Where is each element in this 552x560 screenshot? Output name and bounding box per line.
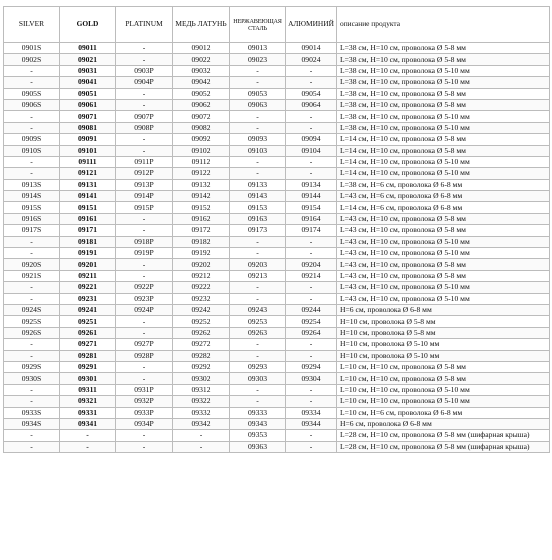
table-row — [4, 236, 550, 247]
table-row — [4, 54, 550, 65]
copper-code-cell: 09092 — [173, 134, 230, 145]
header-description: описание продукта — [337, 7, 550, 43]
description-cell: L=10 см, H=10 см, проволока Ø 5-10 мм — [337, 396, 550, 407]
platinum-code-cell: 0915P — [116, 202, 173, 213]
platinum-code-cell: 0923P — [116, 293, 173, 304]
copper-code-cell: 09322 — [173, 396, 230, 407]
silver-code-cell: - — [4, 65, 60, 76]
aluminium-code-cell: 09344 — [286, 418, 337, 429]
silver-code-cell: - — [4, 384, 60, 395]
aluminium-code-cell: - — [286, 156, 337, 167]
copper-code-cell: 09272 — [173, 339, 230, 350]
gold-code-cell: 09241 — [60, 304, 116, 315]
header-aluminium: АЛЮМИНИЙ — [286, 7, 337, 43]
copper-code-cell: 09132 — [173, 179, 230, 190]
description-cell: L=38 см, H=10 см, проволока Ø 5-10 мм — [337, 111, 550, 122]
table-row — [4, 418, 550, 429]
aluminium-code-cell: - — [286, 122, 337, 133]
aluminium-code-cell: 09334 — [286, 407, 337, 418]
steel-code-cell: - — [230, 168, 286, 179]
copper-code-cell: 09022 — [173, 54, 230, 65]
silver-code-cell: - — [4, 236, 60, 247]
copper-code-cell: 09072 — [173, 111, 230, 122]
silver-code-cell: 0915S — [4, 202, 60, 213]
platinum-code-cell: - — [116, 373, 173, 384]
steel-code-cell: - — [230, 293, 286, 304]
description-cell: L=10 см, H=6 см, проволока Ø 6-8 мм — [337, 407, 550, 418]
aluminium-code-cell: - — [286, 339, 337, 350]
silver-code-cell: 0926S — [4, 327, 60, 338]
steel-code-cell: 09243 — [230, 304, 286, 315]
gold-code-cell: 09051 — [60, 88, 116, 99]
description-cell: L=10 см, H=10 см, проволока Ø 5-8 мм — [337, 361, 550, 372]
silver-code-cell: - — [4, 339, 60, 350]
table-row — [4, 213, 550, 224]
aluminium-code-cell: 09064 — [286, 99, 337, 110]
copper-code-cell: 09302 — [173, 373, 230, 384]
steel-code-cell: 09103 — [230, 145, 286, 156]
silver-code-cell: - — [4, 282, 60, 293]
aluminium-code-cell: 09154 — [286, 202, 337, 213]
description-cell: L=38 см, H=10 см, проволока Ø 5-10 мм — [337, 122, 550, 133]
gold-code-cell: 09141 — [60, 191, 116, 202]
copper-code-cell: 09242 — [173, 304, 230, 315]
table-row — [4, 191, 550, 202]
copper-code-cell: 09052 — [173, 88, 230, 99]
silver-code-cell: - — [4, 293, 60, 304]
aluminium-code-cell: - — [286, 430, 337, 441]
header-row — [4, 7, 550, 43]
silver-code-cell: 0933S — [4, 407, 60, 418]
gold-code-cell: 09331 — [60, 407, 116, 418]
steel-code-cell: - — [230, 156, 286, 167]
platinum-code-cell: 0934P — [116, 418, 173, 429]
platinum-code-cell: - — [116, 54, 173, 65]
table-row — [4, 202, 550, 213]
description-cell: L=43 см, H=10 см, проволока Ø 5-10 мм — [337, 293, 550, 304]
description-cell: L=38 см, H=10 см, проволока Ø 5-8 мм — [337, 54, 550, 65]
copper-code-cell: 09342 — [173, 418, 230, 429]
gold-code-cell: 09101 — [60, 145, 116, 156]
table-row — [4, 282, 550, 293]
table-row — [4, 43, 550, 54]
table-row — [4, 373, 550, 384]
steel-code-cell: - — [230, 122, 286, 133]
platinum-code-cell: 0914P — [116, 191, 173, 202]
table-row — [4, 99, 550, 110]
table-row — [4, 145, 550, 156]
copper-code-cell: 09252 — [173, 316, 230, 327]
table-row — [4, 134, 550, 145]
copper-code-cell: 09182 — [173, 236, 230, 247]
product-code-table — [3, 6, 550, 453]
aluminium-code-cell: - — [286, 236, 337, 247]
steel-code-cell: - — [230, 384, 286, 395]
steel-code-cell: 09173 — [230, 225, 286, 236]
gold-code-cell: 09281 — [60, 350, 116, 361]
steel-code-cell: 09153 — [230, 202, 286, 213]
platinum-code-cell: - — [116, 441, 173, 452]
gold-code-cell: 09231 — [60, 293, 116, 304]
table-row — [4, 179, 550, 190]
description-cell: L=38 см, H=10 см, проволока Ø 5-10 мм — [337, 77, 550, 88]
table-row — [4, 259, 550, 270]
steel-code-cell: 09133 — [230, 179, 286, 190]
description-cell: L=38 см, H=6 см, проволока Ø 6-8 мм — [337, 179, 550, 190]
copper-code-cell: 09122 — [173, 168, 230, 179]
description-cell: L=14 см, H=10 см, проволока Ø 5-10 мм — [337, 168, 550, 179]
aluminium-code-cell: 09024 — [286, 54, 337, 65]
gold-code-cell: 09061 — [60, 99, 116, 110]
silver-code-cell: - — [4, 122, 60, 133]
description-cell: L=28 см, H=10 см, проволока Ø 5-8 мм (шифарная крыша) — [337, 441, 550, 452]
aluminium-code-cell: 09204 — [286, 259, 337, 270]
copper-code-cell: 09172 — [173, 225, 230, 236]
header-gold: GOLD — [60, 7, 116, 43]
copper-code-cell: 09062 — [173, 99, 230, 110]
description-cell: L=43 см, H=10 см, проволока Ø 5-8 мм — [337, 259, 550, 270]
platinum-code-cell: - — [116, 43, 173, 54]
steel-code-cell: 09213 — [230, 270, 286, 281]
aluminium-code-cell: 09094 — [286, 134, 337, 145]
platinum-code-cell: 0924P — [116, 304, 173, 315]
copper-code-cell: - — [173, 441, 230, 452]
silver-code-cell: 0906S — [4, 99, 60, 110]
description-cell: L=43 см, H=10 см, проволока Ø 5-8 мм — [337, 225, 550, 236]
platinum-code-cell: - — [116, 270, 173, 281]
steel-code-cell: - — [230, 236, 286, 247]
steel-code-cell: - — [230, 111, 286, 122]
description-cell: L=38 см, H=10 см, проволока Ø 5-8 мм — [337, 88, 550, 99]
description-cell: H=10 см, проволока Ø 5-8 мм — [337, 327, 550, 338]
steel-code-cell: 09353 — [230, 430, 286, 441]
platinum-code-cell: 0931P — [116, 384, 173, 395]
silver-code-cell: - — [4, 441, 60, 452]
silver-code-cell: - — [4, 248, 60, 259]
platinum-code-cell: - — [116, 316, 173, 327]
header-stainless-steel: НЕРЖАВЕЮЩАЯ СТАЛЬ — [230, 7, 286, 43]
gold-code-cell: 09021 — [60, 54, 116, 65]
gold-code-cell: 09131 — [60, 179, 116, 190]
steel-code-cell: 09093 — [230, 134, 286, 145]
table-body — [4, 43, 550, 453]
table-row — [4, 122, 550, 133]
copper-code-cell: 09032 — [173, 65, 230, 76]
steel-code-cell: 09023 — [230, 54, 286, 65]
steel-code-cell: 09263 — [230, 327, 286, 338]
steel-code-cell: 09203 — [230, 259, 286, 270]
platinum-code-cell: - — [116, 213, 173, 224]
header-platinum: PLATINUM — [116, 7, 173, 43]
aluminium-code-cell: 09174 — [286, 225, 337, 236]
header-copper-brass: МЕДЬ ЛАТУНЬ — [173, 7, 230, 43]
steel-code-cell: - — [230, 248, 286, 259]
steel-code-cell: 09143 — [230, 191, 286, 202]
table-row — [4, 248, 550, 259]
table-row — [4, 339, 550, 350]
platinum-code-cell: - — [116, 430, 173, 441]
table-row — [4, 65, 550, 76]
copper-code-cell: 09152 — [173, 202, 230, 213]
gold-code-cell: 09221 — [60, 282, 116, 293]
aluminium-code-cell: - — [286, 77, 337, 88]
table-row — [4, 350, 550, 361]
description-cell: H=10 см, проволока Ø 5-10 мм — [337, 339, 550, 350]
gold-code-cell: 09041 — [60, 77, 116, 88]
description-cell: L=43 см, H=6 см, проволока Ø 6-8 мм — [337, 191, 550, 202]
gold-code-cell: 09011 — [60, 43, 116, 54]
copper-code-cell: 09042 — [173, 77, 230, 88]
platinum-code-cell: - — [116, 99, 173, 110]
aluminium-code-cell: 09134 — [286, 179, 337, 190]
copper-code-cell: 09222 — [173, 282, 230, 293]
table-row — [4, 304, 550, 315]
description-cell: L=43 см, H=10 см, проволока Ø 5-10 мм — [337, 282, 550, 293]
silver-code-cell: - — [4, 168, 60, 179]
steel-code-cell: 09163 — [230, 213, 286, 224]
silver-code-cell: 0929S — [4, 361, 60, 372]
platinum-code-cell: 0928P — [116, 350, 173, 361]
steel-code-cell: - — [230, 77, 286, 88]
platinum-code-cell: 0912P — [116, 168, 173, 179]
aluminium-code-cell: 09214 — [286, 270, 337, 281]
copper-code-cell: 09192 — [173, 248, 230, 259]
description-cell: H=10 см, проволока Ø 5-8 мм — [337, 316, 550, 327]
description-cell: H=6 см, проволока Ø 6-8 мм — [337, 418, 550, 429]
steel-code-cell: - — [230, 282, 286, 293]
copper-code-cell: 09202 — [173, 259, 230, 270]
platinum-code-cell: 0907P — [116, 111, 173, 122]
table-row — [4, 430, 550, 441]
aluminium-code-cell: - — [286, 168, 337, 179]
gold-code-cell: 09151 — [60, 202, 116, 213]
description-cell: L=43 см, H=10 см, проволока Ø 5-10 мм — [337, 248, 550, 259]
platinum-code-cell: 0908P — [116, 122, 173, 133]
table-row — [4, 384, 550, 395]
gold-code-cell: 09341 — [60, 418, 116, 429]
table-row — [4, 77, 550, 88]
copper-code-cell: - — [173, 430, 230, 441]
copper-code-cell: 09312 — [173, 384, 230, 395]
steel-code-cell: 09063 — [230, 99, 286, 110]
silver-code-cell: 0909S — [4, 134, 60, 145]
platinum-code-cell: 0918P — [116, 236, 173, 247]
gold-code-cell: 09171 — [60, 225, 116, 236]
silver-code-cell: - — [4, 111, 60, 122]
steel-code-cell: 09333 — [230, 407, 286, 418]
steel-code-cell: - — [230, 350, 286, 361]
table-row — [4, 407, 550, 418]
gold-code-cell: 09291 — [60, 361, 116, 372]
table-row — [4, 327, 550, 338]
gold-code-cell: 09261 — [60, 327, 116, 338]
copper-code-cell: 09212 — [173, 270, 230, 281]
platinum-code-cell: 0919P — [116, 248, 173, 259]
gold-code-cell: - — [60, 430, 116, 441]
description-cell: L=38 см, H=10 см, проволока Ø 5-8 мм — [337, 43, 550, 54]
aluminium-code-cell: 09144 — [286, 191, 337, 202]
aluminium-code-cell: - — [286, 248, 337, 259]
aluminium-code-cell: - — [286, 111, 337, 122]
platinum-code-cell: 0922P — [116, 282, 173, 293]
platinum-code-cell: - — [116, 259, 173, 270]
gold-code-cell: 09161 — [60, 213, 116, 224]
platinum-code-cell: 0933P — [116, 407, 173, 418]
steel-code-cell: - — [230, 339, 286, 350]
description-cell: L=38 см, H=10 см, проволока Ø 5-8 мм — [337, 99, 550, 110]
copper-code-cell: 09232 — [173, 293, 230, 304]
gold-code-cell: 09211 — [60, 270, 116, 281]
steel-code-cell: 09293 — [230, 361, 286, 372]
aluminium-code-cell: - — [286, 384, 337, 395]
copper-code-cell: 09112 — [173, 156, 230, 167]
aluminium-code-cell: 09264 — [286, 327, 337, 338]
aluminium-code-cell: 09014 — [286, 43, 337, 54]
copper-code-cell: 09332 — [173, 407, 230, 418]
silver-code-cell: 0924S — [4, 304, 60, 315]
gold-code-cell: 09081 — [60, 122, 116, 133]
platinum-code-cell: 0904P — [116, 77, 173, 88]
silver-code-cell: - — [4, 77, 60, 88]
aluminium-code-cell: 09304 — [286, 373, 337, 384]
copper-code-cell: 09292 — [173, 361, 230, 372]
copper-code-cell: 09262 — [173, 327, 230, 338]
silver-code-cell: 0920S — [4, 259, 60, 270]
copper-code-cell: 09102 — [173, 145, 230, 156]
steel-code-cell: - — [230, 65, 286, 76]
gold-code-cell: 09121 — [60, 168, 116, 179]
header-silver: SILVER — [4, 7, 60, 43]
silver-code-cell: 0921S — [4, 270, 60, 281]
copper-code-cell: 09162 — [173, 213, 230, 224]
platinum-code-cell: - — [116, 145, 173, 156]
platinum-code-cell: - — [116, 361, 173, 372]
description-cell: L=14 см, H=6 см, проволока Ø 6-8 мм — [337, 202, 550, 213]
platinum-code-cell: - — [116, 327, 173, 338]
table-row — [4, 156, 550, 167]
silver-code-cell: 0930S — [4, 373, 60, 384]
platinum-code-cell: - — [116, 134, 173, 145]
silver-code-cell: 0917S — [4, 225, 60, 236]
aluminium-code-cell: - — [286, 282, 337, 293]
steel-code-cell: 09343 — [230, 418, 286, 429]
gold-code-cell: 09271 — [60, 339, 116, 350]
aluminium-code-cell: 09244 — [286, 304, 337, 315]
description-cell: L=43 см, H=10 см, проволока Ø 5-8 мм — [337, 270, 550, 281]
gold-code-cell: 09321 — [60, 396, 116, 407]
platinum-code-cell: 0932P — [116, 396, 173, 407]
table-row — [4, 168, 550, 179]
silver-code-cell: 0925S — [4, 316, 60, 327]
table-row — [4, 441, 550, 452]
silver-code-cell: 0916S — [4, 213, 60, 224]
silver-code-cell: 0914S — [4, 191, 60, 202]
aluminium-code-cell: 09294 — [286, 361, 337, 372]
description-cell: L=28 см, H=10 см, проволока Ø 5-8 мм (шифарная крыша) — [337, 430, 550, 441]
copper-code-cell: 09082 — [173, 122, 230, 133]
steel-code-cell: - — [230, 396, 286, 407]
silver-code-cell: - — [4, 350, 60, 361]
aluminium-code-cell: - — [286, 293, 337, 304]
platinum-code-cell: 0903P — [116, 65, 173, 76]
gold-code-cell: 09031 — [60, 65, 116, 76]
steel-code-cell: 09303 — [230, 373, 286, 384]
table-row — [4, 111, 550, 122]
platinum-code-cell: - — [116, 88, 173, 99]
silver-code-cell: - — [4, 396, 60, 407]
gold-code-cell: 09111 — [60, 156, 116, 167]
table-row — [4, 361, 550, 372]
copper-code-cell: 09012 — [173, 43, 230, 54]
platinum-code-cell: 0911P — [116, 156, 173, 167]
description-cell: L=14 см, H=10 см, проволока Ø 5-8 мм — [337, 134, 550, 145]
description-cell: H=6 см, проволока Ø 6-8 мм — [337, 304, 550, 315]
description-cell: L=43 см, H=10 см, проволока Ø 5-10 мм — [337, 236, 550, 247]
platinum-code-cell: 0927P — [116, 339, 173, 350]
gold-code-cell: 09181 — [60, 236, 116, 247]
aluminium-code-cell: 09054 — [286, 88, 337, 99]
description-cell: L=14 см, H=10 см, проволока Ø 5-10 мм — [337, 156, 550, 167]
aluminium-code-cell: - — [286, 441, 337, 452]
platinum-code-cell: - — [116, 225, 173, 236]
table-row — [4, 88, 550, 99]
gold-code-cell: 09311 — [60, 384, 116, 395]
description-cell: H=10 см, проволока Ø 5-10 мм — [337, 350, 550, 361]
table-row — [4, 293, 550, 304]
gold-code-cell: 09301 — [60, 373, 116, 384]
platinum-code-cell: 0913P — [116, 179, 173, 190]
aluminium-code-cell: 09254 — [286, 316, 337, 327]
description-cell: L=43 см, H=10 см, проволока Ø 5-8 мм — [337, 213, 550, 224]
aluminium-code-cell: - — [286, 65, 337, 76]
gold-code-cell: 09251 — [60, 316, 116, 327]
table-row — [4, 316, 550, 327]
gold-code-cell: 09191 — [60, 248, 116, 259]
silver-code-cell: - — [4, 430, 60, 441]
gold-code-cell: 09091 — [60, 134, 116, 145]
gold-code-cell: 09071 — [60, 111, 116, 122]
description-cell: L=38 см, H=10 см, проволока Ø 5-10 мм — [337, 65, 550, 76]
steel-code-cell: 09253 — [230, 316, 286, 327]
silver-code-cell: 0905S — [4, 88, 60, 99]
aluminium-code-cell: - — [286, 396, 337, 407]
aluminium-code-cell: 09164 — [286, 213, 337, 224]
description-cell: L=10 см, H=10 см, проволока Ø 5-10 мм — [337, 384, 550, 395]
table-row — [4, 225, 550, 236]
silver-code-cell: 0934S — [4, 418, 60, 429]
copper-code-cell: 09282 — [173, 350, 230, 361]
gold-code-cell: 09201 — [60, 259, 116, 270]
gold-code-cell: - — [60, 441, 116, 452]
steel-code-cell: 09053 — [230, 88, 286, 99]
steel-code-cell: 09013 — [230, 43, 286, 54]
table-row — [4, 396, 550, 407]
silver-code-cell: 0901S — [4, 43, 60, 54]
aluminium-code-cell: 09104 — [286, 145, 337, 156]
silver-code-cell: - — [4, 156, 60, 167]
steel-code-cell: 09363 — [230, 441, 286, 452]
description-cell: L=10 см, H=10 см, проволока Ø 5-8 мм — [337, 373, 550, 384]
aluminium-code-cell: - — [286, 350, 337, 361]
description-cell: L=14 см, H=10 см, проволока Ø 5-8 мм — [337, 145, 550, 156]
silver-code-cell: 0902S — [4, 54, 60, 65]
table-row — [4, 270, 550, 281]
copper-code-cell: 09142 — [173, 191, 230, 202]
silver-code-cell: 0913S — [4, 179, 60, 190]
silver-code-cell: 0910S — [4, 145, 60, 156]
